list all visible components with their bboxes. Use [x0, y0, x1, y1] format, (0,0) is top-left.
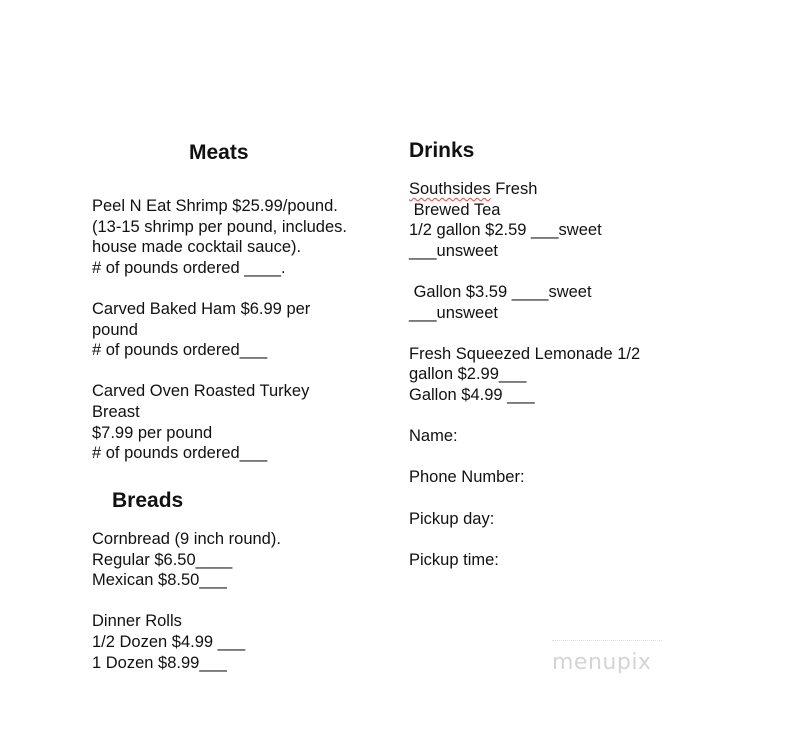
menu-line: Mexican $8.50___: [92, 571, 227, 590]
order-quantity-line: # of pounds ordered ____.: [92, 258, 286, 277]
menu-line: Brewed Tea: [409, 200, 501, 219]
pickup-day-label: Pickup day:: [409, 509, 495, 528]
pickup-time-label: Pickup time:: [409, 550, 499, 569]
menu-line: Gallon $3.59 ____sweet: [409, 282, 592, 301]
menu-line: ___unsweet: [409, 241, 498, 260]
order-quantity-line: # of pounds ordered___: [92, 444, 268, 463]
menu-line: 1 Dozen $8.99___: [92, 653, 227, 672]
breads-list: [92, 529, 281, 673]
breads-heading: Breads: [112, 489, 184, 512]
menu-line: Carved Baked Ham $6.99 per: [92, 299, 311, 318]
name-label: Name:: [409, 427, 458, 446]
menu-line: 1/2 gallon $2.59 ___sweet: [409, 221, 602, 240]
phone-number-label: Phone Number:: [409, 468, 525, 487]
menu-line: Breast: [92, 402, 140, 421]
menu-line: Cornbread (9 inch round).: [92, 530, 281, 548]
menu-item-turkey: [92, 381, 347, 463]
menu-item-brewed-tea: [409, 179, 640, 261]
meats-heading: Meats: [189, 141, 249, 164]
brand-name: Southsides: [409, 180, 491, 198]
menu-line: Peel N Eat Shrimp $25.99/pound.: [92, 197, 338, 215]
menu-line: Dinner Rolls: [92, 612, 182, 631]
menu-item-dinner-rolls: [92, 611, 281, 673]
menu-line: Gallon $4.99 ___: [409, 385, 535, 404]
menu-item-tea-gallon: [409, 282, 640, 323]
menu-line: Fresh Squeezed Lemonade 1/2: [409, 344, 641, 363]
menu-line: $7.99 per pound: [92, 423, 213, 442]
menu-line: Regular $6.50____: [92, 550, 233, 569]
menu-line: pound: [92, 320, 138, 339]
drinks-list: [409, 179, 640, 570]
menu-item-lemonade: [409, 344, 640, 406]
menu-line: (13-15 shrimp per pound, includes.: [92, 217, 347, 236]
menu-line: Carved Oven Roasted Turkey: [92, 382, 310, 401]
watermark-rule: [552, 640, 662, 642]
menu-item-shrimp: [92, 196, 347, 278]
watermark-logo: menupix: [552, 650, 652, 675]
menu-line: ___unsweet: [409, 303, 498, 322]
order-quantity-line: # of pounds ordered___: [92, 341, 268, 360]
menu-line: house made cocktail sauce).: [92, 238, 302, 257]
menu-line-rest: Fresh: [490, 180, 538, 198]
menu-line: 1/2 Dozen $4.99 ___: [92, 632, 246, 651]
menu-line: gallon $2.99___: [409, 365, 527, 384]
drinks-heading: Drinks: [409, 139, 475, 162]
menu-item-ham: [92, 299, 347, 361]
meats-list: [92, 196, 347, 464]
order-form: [409, 426, 640, 570]
menu-item-cornbread: [92, 529, 281, 591]
menu-line: [409, 179, 640, 200]
